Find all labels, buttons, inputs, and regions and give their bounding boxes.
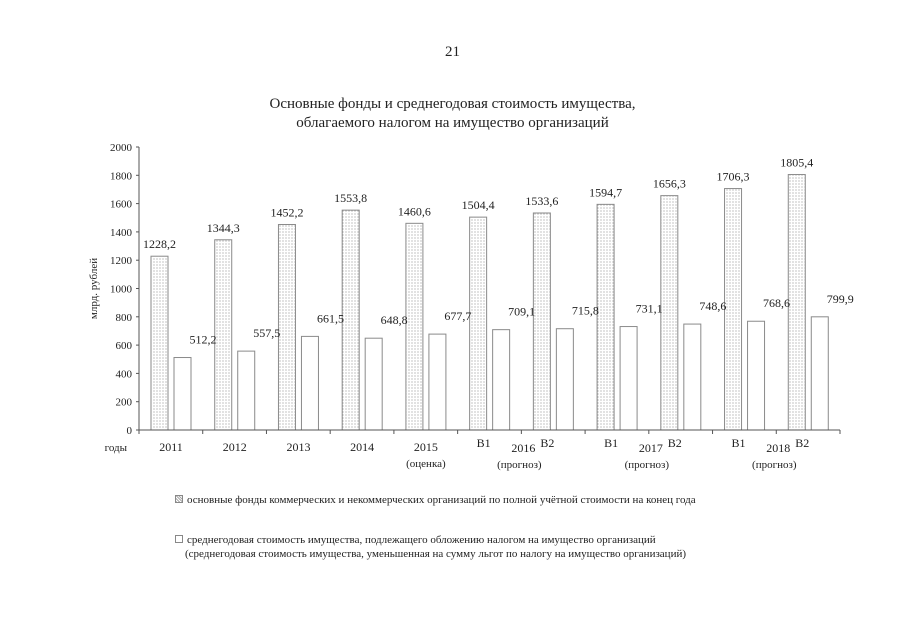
x-year-group-note: (прогноз) [497, 459, 542, 471]
data-label-fixed-assets: 1452,2 [270, 205, 304, 220]
x-variant-label: В2 [540, 436, 555, 450]
bar-taxable-property [556, 329, 573, 430]
y-tick-label: 1600 [110, 198, 132, 211]
bars-layer [151, 175, 828, 430]
x-category-label: 2011 [159, 440, 183, 454]
data-label-taxable-property: 709,1 [508, 304, 536, 319]
legend-label-taxable-property: среднегодовая стоимость имущества, подлежащего обложению налогом на имущество организаций [187, 534, 656, 546]
bar-fixed-assets [597, 204, 614, 430]
y-tick-label: 600 [115, 340, 132, 353]
bar-taxable-property [493, 330, 510, 430]
page-number: 21 [445, 44, 460, 60]
x-axis-label: годы [104, 442, 127, 454]
chart-title-line-1: Основные фонды и среднегодовая стоимость имущества, [269, 96, 636, 112]
data-label-fixed-assets: 1706,3 [716, 169, 750, 184]
bar-taxable-property [811, 317, 828, 430]
legend-swatch-plain [175, 535, 183, 543]
data-label-fixed-assets: 1656,3 [652, 176, 686, 191]
data-label-taxable-property: 715,8 [571, 303, 599, 318]
bar-fixed-assets [406, 223, 423, 430]
x-variant-label: В1 [604, 436, 619, 450]
data-label-taxable-property: 768,6 [763, 296, 791, 311]
x-category-label: 2012 [222, 440, 247, 454]
bar-fixed-assets [725, 189, 742, 430]
data-label-fixed-assets: 1504,4 [461, 198, 495, 213]
data-label-taxable-property: 512,2 [189, 332, 217, 347]
data-label-fixed-assets: 1344,3 [206, 220, 240, 235]
data-label-taxable-property: 731,1 [635, 301, 663, 316]
data-label-taxable-property: 799,9 [826, 291, 854, 306]
bar-fixed-assets [342, 210, 359, 430]
bar-taxable-property [174, 358, 191, 430]
bar-fixed-assets [470, 217, 487, 430]
x-variant-label: В2 [667, 436, 682, 450]
x-category-label: 2015 [413, 440, 438, 454]
y-axis-label: млрд. рублей [88, 257, 100, 320]
legend-item-taxable-property [175, 533, 686, 561]
bar-fixed-assets [533, 213, 550, 430]
y-tick-label: 0 [126, 425, 132, 437]
y-tick-label: 400 [115, 368, 132, 381]
x-year-group-label: 2017 [638, 441, 663, 455]
bar-fixed-assets [788, 175, 805, 430]
y-tick-label: 200 [115, 396, 132, 409]
x-year-group-note: (прогноз) [752, 459, 797, 471]
bar-taxable-property [365, 338, 382, 430]
x-year-group-note: (прогноз) [624, 459, 670, 471]
bar-fixed-assets [278, 225, 295, 430]
data-label-taxable-property: 661,5 [316, 311, 344, 326]
y-tick-label: 1400 [110, 226, 132, 239]
x-category-label: 2013 [286, 440, 311, 454]
data-label-taxable-property: 648,8 [380, 313, 408, 328]
y-tick-label: 1800 [110, 170, 132, 183]
bar-taxable-property [620, 327, 637, 430]
y-tick-label: 2000 [110, 142, 132, 154]
y-tick-label: 800 [115, 311, 132, 324]
bar-taxable-property [301, 336, 318, 430]
legend-label-fixed-assets: основные фонды коммерческих и некоммерческих организаций по полной учётной стоимости на конец года [187, 494, 696, 506]
data-label-fixed-assets: 1805,4 [780, 155, 814, 170]
legend-label-taxable-property-note: (среднегодовая стоимость имущества, уменьшенная на сумму льгот по налогу на имущество организаций) [185, 548, 687, 560]
data-label-taxable-property: 557,5 [253, 326, 281, 341]
data-label-fixed-assets: 1553,8 [334, 191, 368, 206]
x-year-group-label: 2018 [766, 441, 791, 455]
bar-fixed-assets [215, 240, 232, 430]
bar-taxable-property [429, 334, 446, 430]
bar-taxable-property [684, 324, 701, 430]
data-label-fixed-assets: 1594,7 [589, 185, 623, 200]
data-label-fixed-assets: 1228,2 [143, 237, 176, 252]
data-label-fixed-assets: 1460,6 [397, 204, 431, 219]
y-tick-label: 1000 [110, 283, 132, 296]
bar-taxable-property [238, 351, 255, 430]
legend-item-fixed-assets [175, 493, 696, 507]
bar-fixed-assets [151, 256, 168, 430]
bar-fixed-assets [661, 196, 678, 430]
x-variant-label: В1 [476, 436, 491, 450]
x-category-label: 2014 [350, 440, 375, 454]
data-label-taxable-property: 748,6 [699, 299, 727, 314]
y-tick-label: 1200 [110, 255, 132, 268]
bar-taxable-property [748, 321, 765, 430]
data-label-taxable-property: 677,7 [444, 309, 472, 324]
x-variant-label: В2 [795, 436, 810, 450]
chart-title-line-2: облагаемого налогом на имущество организаций [296, 115, 609, 131]
x-year-group-label: 2016 [511, 441, 536, 455]
x-variant-label: В1 [731, 436, 746, 450]
data-label-fixed-assets: 1533,6 [525, 193, 559, 208]
x-category-note: (оценка) [406, 458, 446, 470]
legend-swatch-dotted [175, 495, 183, 503]
